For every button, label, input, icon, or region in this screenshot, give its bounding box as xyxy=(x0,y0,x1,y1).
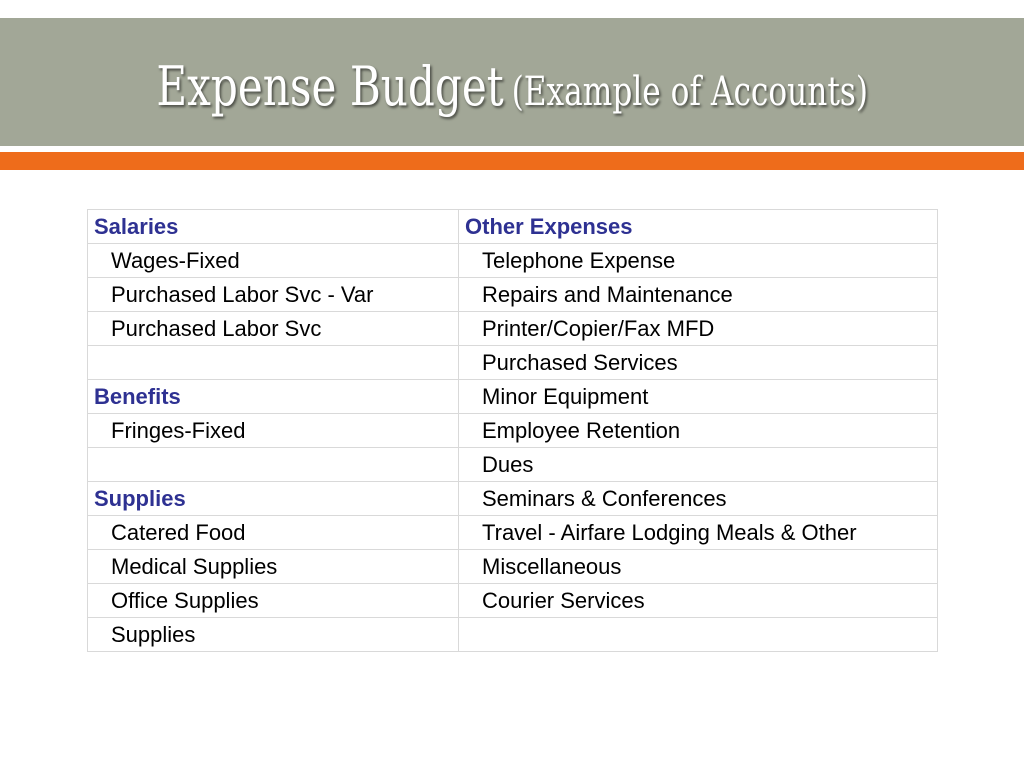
table-cell-left: Fringes-Fixed xyxy=(88,414,459,448)
table-row xyxy=(88,618,938,652)
table-cell-right: Minor Equipment xyxy=(459,380,938,414)
table-cell-left: Purchased Labor Svc - Var xyxy=(88,278,459,312)
table-cell-left xyxy=(88,346,459,380)
table-row xyxy=(88,346,938,380)
table-cell-left: Office Supplies xyxy=(88,584,459,618)
slide-title xyxy=(156,55,868,118)
table-cell-left: Wages-Fixed xyxy=(88,244,459,278)
table-row xyxy=(88,210,938,244)
table-cell-right: Repairs and Maintenance xyxy=(459,278,938,312)
table-cell-left xyxy=(88,448,459,482)
table-row xyxy=(88,380,938,414)
table-row xyxy=(88,312,938,346)
table-cell-right: Employee Retention xyxy=(459,414,938,448)
table-cell-right: Seminars & Conferences xyxy=(459,482,938,516)
table-cell-left: Medical Supplies xyxy=(88,550,459,584)
title-subtitle: (Example of Accounts) xyxy=(511,68,868,115)
table-row xyxy=(88,448,938,482)
table-row xyxy=(88,244,938,278)
title-main: Expense Budget xyxy=(156,54,504,118)
table-cell-left: Purchased Labor Svc xyxy=(88,312,459,346)
table-cell-right: Telephone Expense xyxy=(459,244,938,278)
table-cell-right: Miscellaneous xyxy=(459,550,938,584)
table-cell-right xyxy=(459,618,938,652)
table-cell-right: Purchased Services xyxy=(459,346,938,380)
table-cell-left: Supplies xyxy=(88,482,459,516)
table-cell-right: Dues xyxy=(459,448,938,482)
table-row xyxy=(88,482,938,516)
table-cell-right: Courier Services xyxy=(459,584,938,618)
table-cell-right: Travel - Airfare Lodging Meals & Other xyxy=(459,516,938,550)
accounts-table xyxy=(87,209,938,652)
table-cell-left: Benefits xyxy=(88,380,459,414)
table-cell-left: Salaries xyxy=(88,210,459,244)
table-row xyxy=(88,584,938,618)
table-cell-right: Printer/Copier/Fax MFD xyxy=(459,312,938,346)
title-band xyxy=(0,18,1024,146)
table-cell-left: Supplies xyxy=(88,618,459,652)
table-cell-right: Other Expenses xyxy=(459,210,938,244)
accent-bar xyxy=(0,152,1024,170)
table-cell-left: Catered Food xyxy=(88,516,459,550)
table-row xyxy=(88,516,938,550)
table-row xyxy=(88,550,938,584)
table-row xyxy=(88,414,938,448)
table-row xyxy=(88,278,938,312)
